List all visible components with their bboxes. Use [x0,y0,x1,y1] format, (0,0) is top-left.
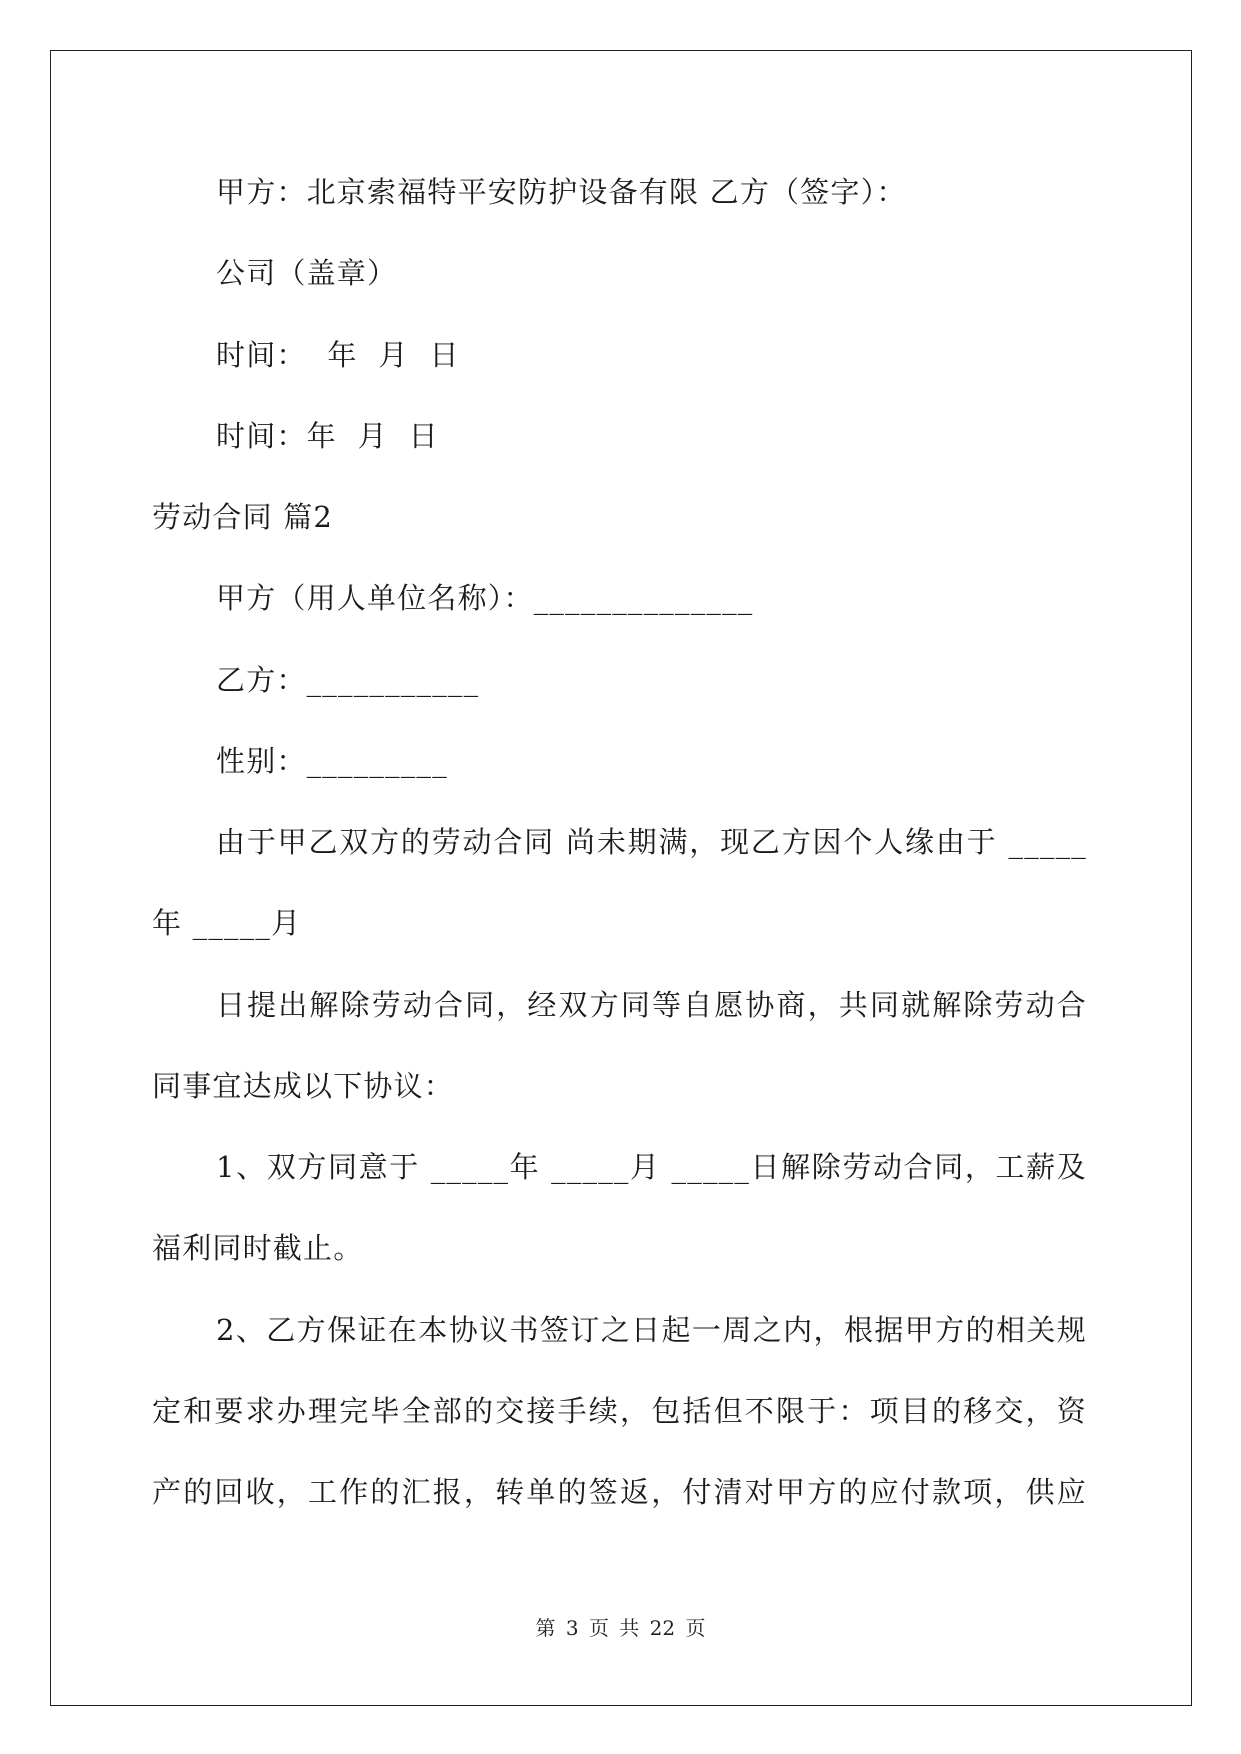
body-paragraph-line: 由于甲乙双方的劳动合同 尚未期满，现乙方因个人缘由于 _____ [216,825,1087,859]
body-paragraph-line: 日提出解除劳动合同，经双方同等自愿协商，共同就解除劳动合 [216,988,1087,1022]
company-seal-line: 公司（盖章） [216,256,398,290]
body-paragraph-line: 同事宜达成以下协议： [152,1069,455,1103]
party-b-line: 乙方：___________ [216,663,480,697]
section-heading: 劳动合同 篇2 [152,500,334,534]
clause-1-line: 福利同时截止。 [152,1231,364,1265]
date-line-1: 时间： 年 月 日 [216,338,460,372]
body-paragraph-line: 年 _____月 [152,906,302,940]
page-number-footer: 第 3 页 共 22 页 [535,1616,706,1640]
clause-2-line: 产的回收，工作的汇报，转单的签返，付清对甲方的应付款项，供应 [152,1475,1087,1509]
clause-2-line: 2、乙方保证在本协议书签订之日起一周之内，根据甲方的相关规 [216,1313,1087,1347]
clause-2-line: 定和要求办理完毕全部的交接手续，包括但不限于：项目的移交，资 [152,1394,1087,1428]
date-line-2: 时间：年 月 日 [216,419,439,453]
page-border [50,50,1192,1706]
clause-1-line: 1、双方同意于 _____年 _____月 _____日解除劳动合同，工薪及 [216,1150,1087,1184]
gender-line: 性别：_________ [216,744,448,778]
employer-name-line: 甲方（用人单位名称）：______________ [216,581,754,615]
party-a-line: 甲方：北京索福特平安防护设备有限 乙方（签字）： [216,175,907,209]
